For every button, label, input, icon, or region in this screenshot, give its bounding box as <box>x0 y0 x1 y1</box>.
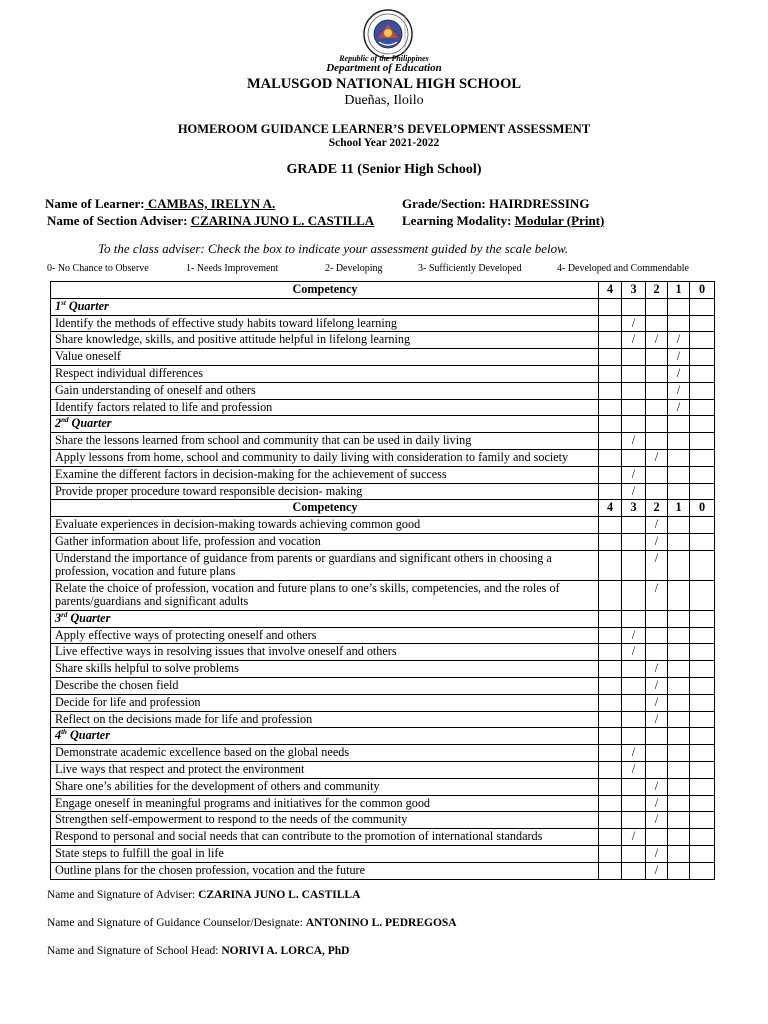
rating-cell[interactable] <box>668 812 690 829</box>
rating-cell[interactable] <box>622 661 646 678</box>
rating-cell[interactable] <box>668 483 690 500</box>
rating-cell[interactable] <box>646 644 668 661</box>
competency-row <box>51 483 715 500</box>
rating-cell[interactable] <box>622 382 646 399</box>
quarter-suffix: st <box>61 298 66 307</box>
department-label: Department of Education <box>326 62 442 74</box>
rating-cell[interactable] <box>599 845 622 862</box>
rating-cell[interactable]: / <box>646 332 668 349</box>
competency-row <box>51 829 715 846</box>
rating-cell[interactable] <box>690 332 715 349</box>
school-address: Dueñas, Iloilo <box>344 93 424 108</box>
deped-seal-icon <box>357 8 419 60</box>
rating-cell[interactable] <box>599 778 622 795</box>
competency-text: Identify factors related to life and profession <box>51 399 599 416</box>
rating-cell[interactable] <box>690 627 715 644</box>
quarter-suffix: th <box>61 728 67 737</box>
column-header-rating: 1 <box>668 500 690 517</box>
learning-modality-field <box>402 213 604 229</box>
learner-name-value: CAMBAS, IRELYN A. <box>144 196 276 211</box>
rating-cell[interactable] <box>622 533 646 550</box>
quarter-word: Quarter <box>68 298 109 313</box>
rating-cell[interactable] <box>599 711 622 728</box>
rating-cell[interactable] <box>646 745 668 762</box>
rating-cell[interactable] <box>599 365 622 382</box>
rating-cell[interactable] <box>690 399 715 416</box>
rating-cell[interactable] <box>690 845 715 862</box>
head-signature-label: Name and Signature of School Head: <box>47 945 219 957</box>
competency-text: Relate the choice of profession, vocation and future plans to one’s skills, competencies, and the roles of parents/guardians and significant adults <box>51 580 599 610</box>
rating-cell[interactable] <box>668 416 690 433</box>
rating-cell[interactable] <box>668 298 690 315</box>
quarter-word: Quarter <box>69 728 110 743</box>
column-header-competency: Competency <box>51 282 599 299</box>
rating-cell[interactable] <box>668 845 690 862</box>
rating-cell[interactable] <box>690 349 715 366</box>
rating-cell[interactable] <box>599 315 622 332</box>
grade-level: GRADE 11 (Senior High School) <box>286 162 482 177</box>
competency-row <box>51 778 715 795</box>
rating-cell[interactable] <box>599 580 622 610</box>
competency-row <box>51 449 715 466</box>
rating-cell[interactable] <box>599 644 622 661</box>
quarter-row <box>51 416 715 433</box>
rating-cell[interactable]: / <box>622 315 646 332</box>
rating-cell[interactable] <box>599 694 622 711</box>
column-header-competency: Competency <box>51 500 599 517</box>
rating-cell[interactable] <box>668 694 690 711</box>
rating-cell[interactable] <box>690 778 715 795</box>
competency-text: Share the lessons learned from school and community that can be used in daily living <box>51 433 599 450</box>
competency-row <box>51 349 715 366</box>
rating-cell[interactable]: / <box>646 694 668 711</box>
rating-cell[interactable] <box>668 315 690 332</box>
counselor-signature-name: ANTONINO L. PEDREGOSA <box>305 917 457 929</box>
rating-cell[interactable] <box>690 711 715 728</box>
counselor-signature <box>47 917 457 929</box>
competency-text: Gather information about life, profession and vocation <box>51 533 599 550</box>
scale-item-2: 2- Developing <box>325 263 383 274</box>
scale-item-0: 0- No Chance to Observe <box>47 263 149 274</box>
competency-row <box>51 862 715 879</box>
competency-row <box>51 580 715 610</box>
rating-cell[interactable] <box>599 829 622 846</box>
form-title: HOMEROOM GUIDANCE LEARNER’S DEVELOPMENT ASSESSMENT <box>177 122 591 136</box>
competency-row <box>51 694 715 711</box>
rating-cell[interactable] <box>622 711 646 728</box>
rating-cell[interactable] <box>646 466 668 483</box>
competency-text: Identify the methods of effective study habits toward lifelong learning <box>51 315 599 332</box>
rating-cell[interactable] <box>599 533 622 550</box>
competency-text: Demonstrate academic excellence based on the global needs <box>51 745 599 762</box>
competency-text: Outline plans for the chosen profession, vocation and the future <box>51 862 599 879</box>
quarter-label <box>51 610 599 627</box>
rating-cell[interactable]: / <box>622 627 646 644</box>
competency-text: Provide proper procedure toward responsible decision- making <box>51 483 599 500</box>
rating-cell[interactable] <box>668 644 690 661</box>
rating-cell[interactable] <box>690 315 715 332</box>
head-signature <box>47 945 350 957</box>
rating-cell[interactable] <box>599 627 622 644</box>
scale-item-1: 1- Needs Improvement <box>186 263 279 274</box>
competency-row <box>51 812 715 829</box>
quarter-label <box>51 298 599 315</box>
competency-row <box>51 365 715 382</box>
scale-item-4: 4- Developed and Commendable <box>557 263 689 274</box>
rating-cell[interactable]: / <box>646 517 668 534</box>
rating-cell[interactable] <box>622 795 646 812</box>
competency-text: Apply lessons from home, school and community to daily living with consideration to family and society <box>51 449 599 466</box>
competency-row <box>51 661 715 678</box>
competency-row <box>51 399 715 416</box>
rating-cell[interactable] <box>690 550 715 580</box>
competency-text: Share one’s abilities for the development of others and community <box>51 778 599 795</box>
rating-cell[interactable] <box>599 795 622 812</box>
quarter-number: 1 <box>55 298 62 313</box>
rating-cell[interactable] <box>599 745 622 762</box>
quarter-number: 3 <box>55 610 62 625</box>
rating-cell[interactable] <box>646 399 668 416</box>
column-header-rating: 2 <box>646 500 668 517</box>
rating-cell[interactable] <box>599 416 622 433</box>
rating-cell[interactable] <box>690 416 715 433</box>
rating-cell[interactable] <box>622 610 646 627</box>
competency-row <box>51 433 715 450</box>
column-header-rating: 4 <box>599 500 622 517</box>
quarter-row <box>51 610 715 627</box>
competency-text: Respect individual differences <box>51 365 599 382</box>
competency-text: Apply effective ways of protecting oneself and others <box>51 627 599 644</box>
rating-cell[interactable] <box>690 533 715 550</box>
grade-section-field <box>402 196 589 212</box>
rating-cell[interactable] <box>690 795 715 812</box>
adviser-signature <box>47 889 360 901</box>
rating-cell[interactable] <box>599 761 622 778</box>
school-year: School Year 2021-2022 <box>328 137 440 149</box>
section-adviser-field <box>47 213 374 229</box>
rating-cell[interactable]: / <box>646 661 668 678</box>
rating-cell[interactable] <box>599 728 622 745</box>
rating-cell[interactable] <box>622 416 646 433</box>
competency-row <box>51 382 715 399</box>
rating-cell[interactable] <box>622 550 646 580</box>
quarter-row <box>51 728 715 745</box>
rating-cell[interactable] <box>690 580 715 610</box>
rating-cell[interactable]: / <box>622 644 646 661</box>
rating-cell[interactable]: / <box>622 433 646 450</box>
rating-cell[interactable] <box>646 382 668 399</box>
grade-section-label: Grade/Section: <box>402 196 486 211</box>
rating-cell[interactable] <box>690 862 715 879</box>
scale-item-3: 3- Sufficiently Developed <box>418 263 522 274</box>
rating-cell[interactable] <box>599 550 622 580</box>
rating-cell[interactable]: / <box>646 711 668 728</box>
rating-cell[interactable]: / <box>668 365 690 382</box>
rating-cell[interactable] <box>690 449 715 466</box>
counselor-signature-label: Name and Signature of Guidance Counselor/Designate: <box>47 917 303 929</box>
competency-row <box>51 517 715 534</box>
rating-cell[interactable] <box>690 761 715 778</box>
section-adviser-value: CZARINA JUNO L. CASTILLA <box>190 213 375 228</box>
rating-cell[interactable] <box>622 365 646 382</box>
rating-cell[interactable] <box>690 466 715 483</box>
competency-row <box>51 315 715 332</box>
rating-cell[interactable] <box>646 365 668 382</box>
quarter-suffix: rd <box>61 610 68 619</box>
quarter-word: Quarter <box>71 416 112 431</box>
rating-cell[interactable] <box>690 433 715 450</box>
rating-cell[interactable]: / <box>622 829 646 846</box>
learning-modality-value: Modular (Print) <box>514 213 605 228</box>
rating-cell[interactable] <box>646 298 668 315</box>
rating-cell[interactable] <box>690 483 715 500</box>
competency-text: State steps to fulfill the goal in life <box>51 845 599 862</box>
rating-cell[interactable] <box>622 298 646 315</box>
competency-row <box>51 711 715 728</box>
competency-row <box>51 550 715 580</box>
rating-cell[interactable] <box>668 466 690 483</box>
rating-cell[interactable] <box>668 610 690 627</box>
rating-cell[interactable] <box>668 517 690 534</box>
rating-cell[interactable] <box>622 580 646 610</box>
rating-cell[interactable]: / <box>668 399 690 416</box>
column-header-rating: 0 <box>690 500 715 517</box>
competency-text: Evaluate experiences in decision-making towards achieving common good <box>51 517 599 534</box>
competency-row <box>51 845 715 862</box>
rating-cell[interactable]: / <box>622 332 646 349</box>
learner-name-field <box>45 196 275 212</box>
competency-text: Gain understanding of oneself and others <box>51 382 599 399</box>
competency-text: Share knowledge, skills, and positive attitude helpful in lifelong learning <box>51 332 599 349</box>
rating-cell[interactable] <box>646 483 668 500</box>
competency-text: Live effective ways in resolving issues that involve oneself and others <box>51 644 599 661</box>
table-header-row <box>51 500 715 517</box>
rating-cell[interactable]: / <box>646 795 668 812</box>
rating-cell[interactable] <box>668 795 690 812</box>
rating-cell[interactable] <box>646 728 668 745</box>
competency-text: Decide for life and profession <box>51 694 599 711</box>
competency-row <box>51 332 715 349</box>
rating-cell[interactable] <box>668 778 690 795</box>
competency-text: Strengthen self-empowerment to respond to the needs of the community <box>51 812 599 829</box>
competency-row <box>51 761 715 778</box>
rating-cell[interactable]: / <box>646 862 668 879</box>
rating-cell[interactable] <box>622 517 646 534</box>
rating-cell[interactable] <box>646 627 668 644</box>
adviser-signature-name: CZARINA JUNO L. CASTILLA <box>198 889 361 901</box>
competency-row <box>51 644 715 661</box>
column-header-rating: 3 <box>622 500 646 517</box>
instruction-text: To the class adviser: Check the box to indicate your assessment guided by the scale below. <box>98 241 569 256</box>
rating-cell[interactable] <box>690 644 715 661</box>
competency-text: Value oneself <box>51 349 599 366</box>
rating-cell[interactable] <box>599 382 622 399</box>
rating-cell[interactable] <box>646 315 668 332</box>
rating-cell[interactable] <box>668 829 690 846</box>
adviser-signature-label: Name and Signature of Adviser: <box>47 889 196 901</box>
rating-cell[interactable] <box>668 862 690 879</box>
rating-cell[interactable] <box>599 812 622 829</box>
rating-cell[interactable] <box>668 661 690 678</box>
rating-cell[interactable] <box>622 399 646 416</box>
rating-cell[interactable] <box>690 812 715 829</box>
rating-cell[interactable] <box>599 517 622 534</box>
competency-row <box>51 745 715 762</box>
rating-cell[interactable]: / <box>622 483 646 500</box>
rating-cell[interactable]: / <box>646 580 668 610</box>
competency-text: Examine the different factors in decision-making for the achievement of success <box>51 466 599 483</box>
rating-cell[interactable] <box>646 610 668 627</box>
quarter-word: Quarter <box>70 610 111 625</box>
rating-cell[interactable]: / <box>668 349 690 366</box>
rating-cell[interactable] <box>622 728 646 745</box>
competency-row <box>51 627 715 644</box>
competency-table <box>50 281 715 880</box>
rating-cell[interactable] <box>668 677 690 694</box>
rating-cell[interactable]: / <box>646 533 668 550</box>
quarter-suffix: nd <box>61 416 69 425</box>
competency-text: Share skills helpful to solve problems <box>51 661 599 678</box>
rating-cell[interactable] <box>646 349 668 366</box>
competency-text: Understand the importance of guidance from parents or guardians and significant others in choosing a profession, vocation and future plans <box>51 550 599 580</box>
rating-cell[interactable] <box>668 449 690 466</box>
competency-text: Engage oneself in meaningful programs and initiatives for the common good <box>51 795 599 812</box>
rating-cell[interactable] <box>646 416 668 433</box>
rating-cell[interactable] <box>668 550 690 580</box>
rating-cell[interactable] <box>599 466 622 483</box>
rating-cell[interactable] <box>646 433 668 450</box>
rating-cell[interactable] <box>599 399 622 416</box>
school-name: MALUSGOD NATIONAL HIGH SCHOOL <box>246 76 522 92</box>
rating-cell[interactable] <box>668 580 690 610</box>
competency-row <box>51 533 715 550</box>
rating-cell[interactable] <box>690 661 715 678</box>
rating-cell[interactable] <box>690 677 715 694</box>
rating-cell[interactable] <box>646 761 668 778</box>
rating-cell[interactable] <box>690 728 715 745</box>
rating-cell[interactable] <box>622 845 646 862</box>
rating-cell[interactable] <box>599 483 622 500</box>
quarter-label <box>51 728 599 745</box>
rating-cell[interactable] <box>668 711 690 728</box>
column-header-rating: 2 <box>646 282 668 299</box>
rating-cell[interactable] <box>599 449 622 466</box>
competency-text: Respond to personal and social needs that can contribute to the promotion of international standards <box>51 829 599 846</box>
quarter-label <box>51 416 599 433</box>
rating-cell[interactable] <box>668 728 690 745</box>
rating-cell[interactable]: / <box>646 550 668 580</box>
rating-cell[interactable] <box>668 761 690 778</box>
rating-cell[interactable] <box>622 677 646 694</box>
table-header-row <box>51 282 715 299</box>
rating-cell[interactable] <box>599 610 622 627</box>
rating-cell[interactable] <box>690 365 715 382</box>
rating-cell[interactable] <box>599 298 622 315</box>
rating-cell[interactable] <box>599 349 622 366</box>
rating-cell[interactable] <box>599 433 622 450</box>
column-header-rating: 0 <box>690 282 715 299</box>
column-header-rating: 1 <box>668 282 690 299</box>
rating-cell[interactable] <box>668 533 690 550</box>
rating-cell[interactable] <box>690 382 715 399</box>
rating-cell[interactable] <box>599 862 622 879</box>
competency-text: Live ways that respect and protect the environment <box>51 761 599 778</box>
rating-cell[interactable] <box>690 517 715 534</box>
rating-cell[interactable] <box>599 332 622 349</box>
competency-table-body <box>51 282 715 880</box>
column-header-rating: 3 <box>622 282 646 299</box>
quarter-row <box>51 298 715 315</box>
rating-cell[interactable] <box>690 298 715 315</box>
rating-cell[interactable]: / <box>646 845 668 862</box>
rating-cell[interactable]: / <box>646 778 668 795</box>
column-header-rating: 4 <box>599 282 622 299</box>
rating-cell[interactable] <box>690 745 715 762</box>
rating-cell[interactable]: / <box>622 466 646 483</box>
rating-cell[interactable]: / <box>646 449 668 466</box>
competency-row <box>51 795 715 812</box>
rating-cell[interactable] <box>646 829 668 846</box>
rating-cell[interactable] <box>668 433 690 450</box>
competency-row <box>51 677 715 694</box>
quarter-number: 2 <box>55 416 62 431</box>
rating-cell[interactable] <box>690 610 715 627</box>
rating-cell[interactable] <box>690 694 715 711</box>
rating-cell[interactable] <box>668 745 690 762</box>
competency-row <box>51 466 715 483</box>
rating-cell[interactable] <box>622 349 646 366</box>
rating-cell[interactable] <box>622 812 646 829</box>
rating-cell[interactable] <box>622 862 646 879</box>
rating-cell[interactable]: / <box>646 677 668 694</box>
rating-cell[interactable]: / <box>646 812 668 829</box>
head-signature-name: NORIVI A. LORCA, PhD <box>221 945 350 957</box>
grade-section-value: HAIRDRESSING <box>489 196 590 211</box>
section-adviser-label: Name of Section Adviser: <box>47 213 188 228</box>
competency-text: Reflect on the decisions made for life and profession <box>51 711 599 728</box>
rating-cell[interactable] <box>622 449 646 466</box>
learner-name-label: Name of Learner: <box>45 196 145 211</box>
rating-cell[interactable] <box>622 694 646 711</box>
rating-cell[interactable] <box>668 627 690 644</box>
rating-cell[interactable]: / <box>622 761 646 778</box>
rating-cell[interactable]: / <box>668 332 690 349</box>
rating-cell[interactable] <box>622 778 646 795</box>
rating-cell[interactable]: / <box>668 382 690 399</box>
learning-modality-label: Learning Modality: <box>402 213 512 228</box>
rating-cell[interactable] <box>599 661 622 678</box>
rating-cell[interactable] <box>690 829 715 846</box>
rating-cell[interactable]: / <box>622 745 646 762</box>
quarter-number: 4 <box>55 728 62 743</box>
competency-text: Describe the chosen field <box>51 677 599 694</box>
rating-cell[interactable] <box>599 677 622 694</box>
republic-label: Republic of the Philippines <box>339 54 429 63</box>
